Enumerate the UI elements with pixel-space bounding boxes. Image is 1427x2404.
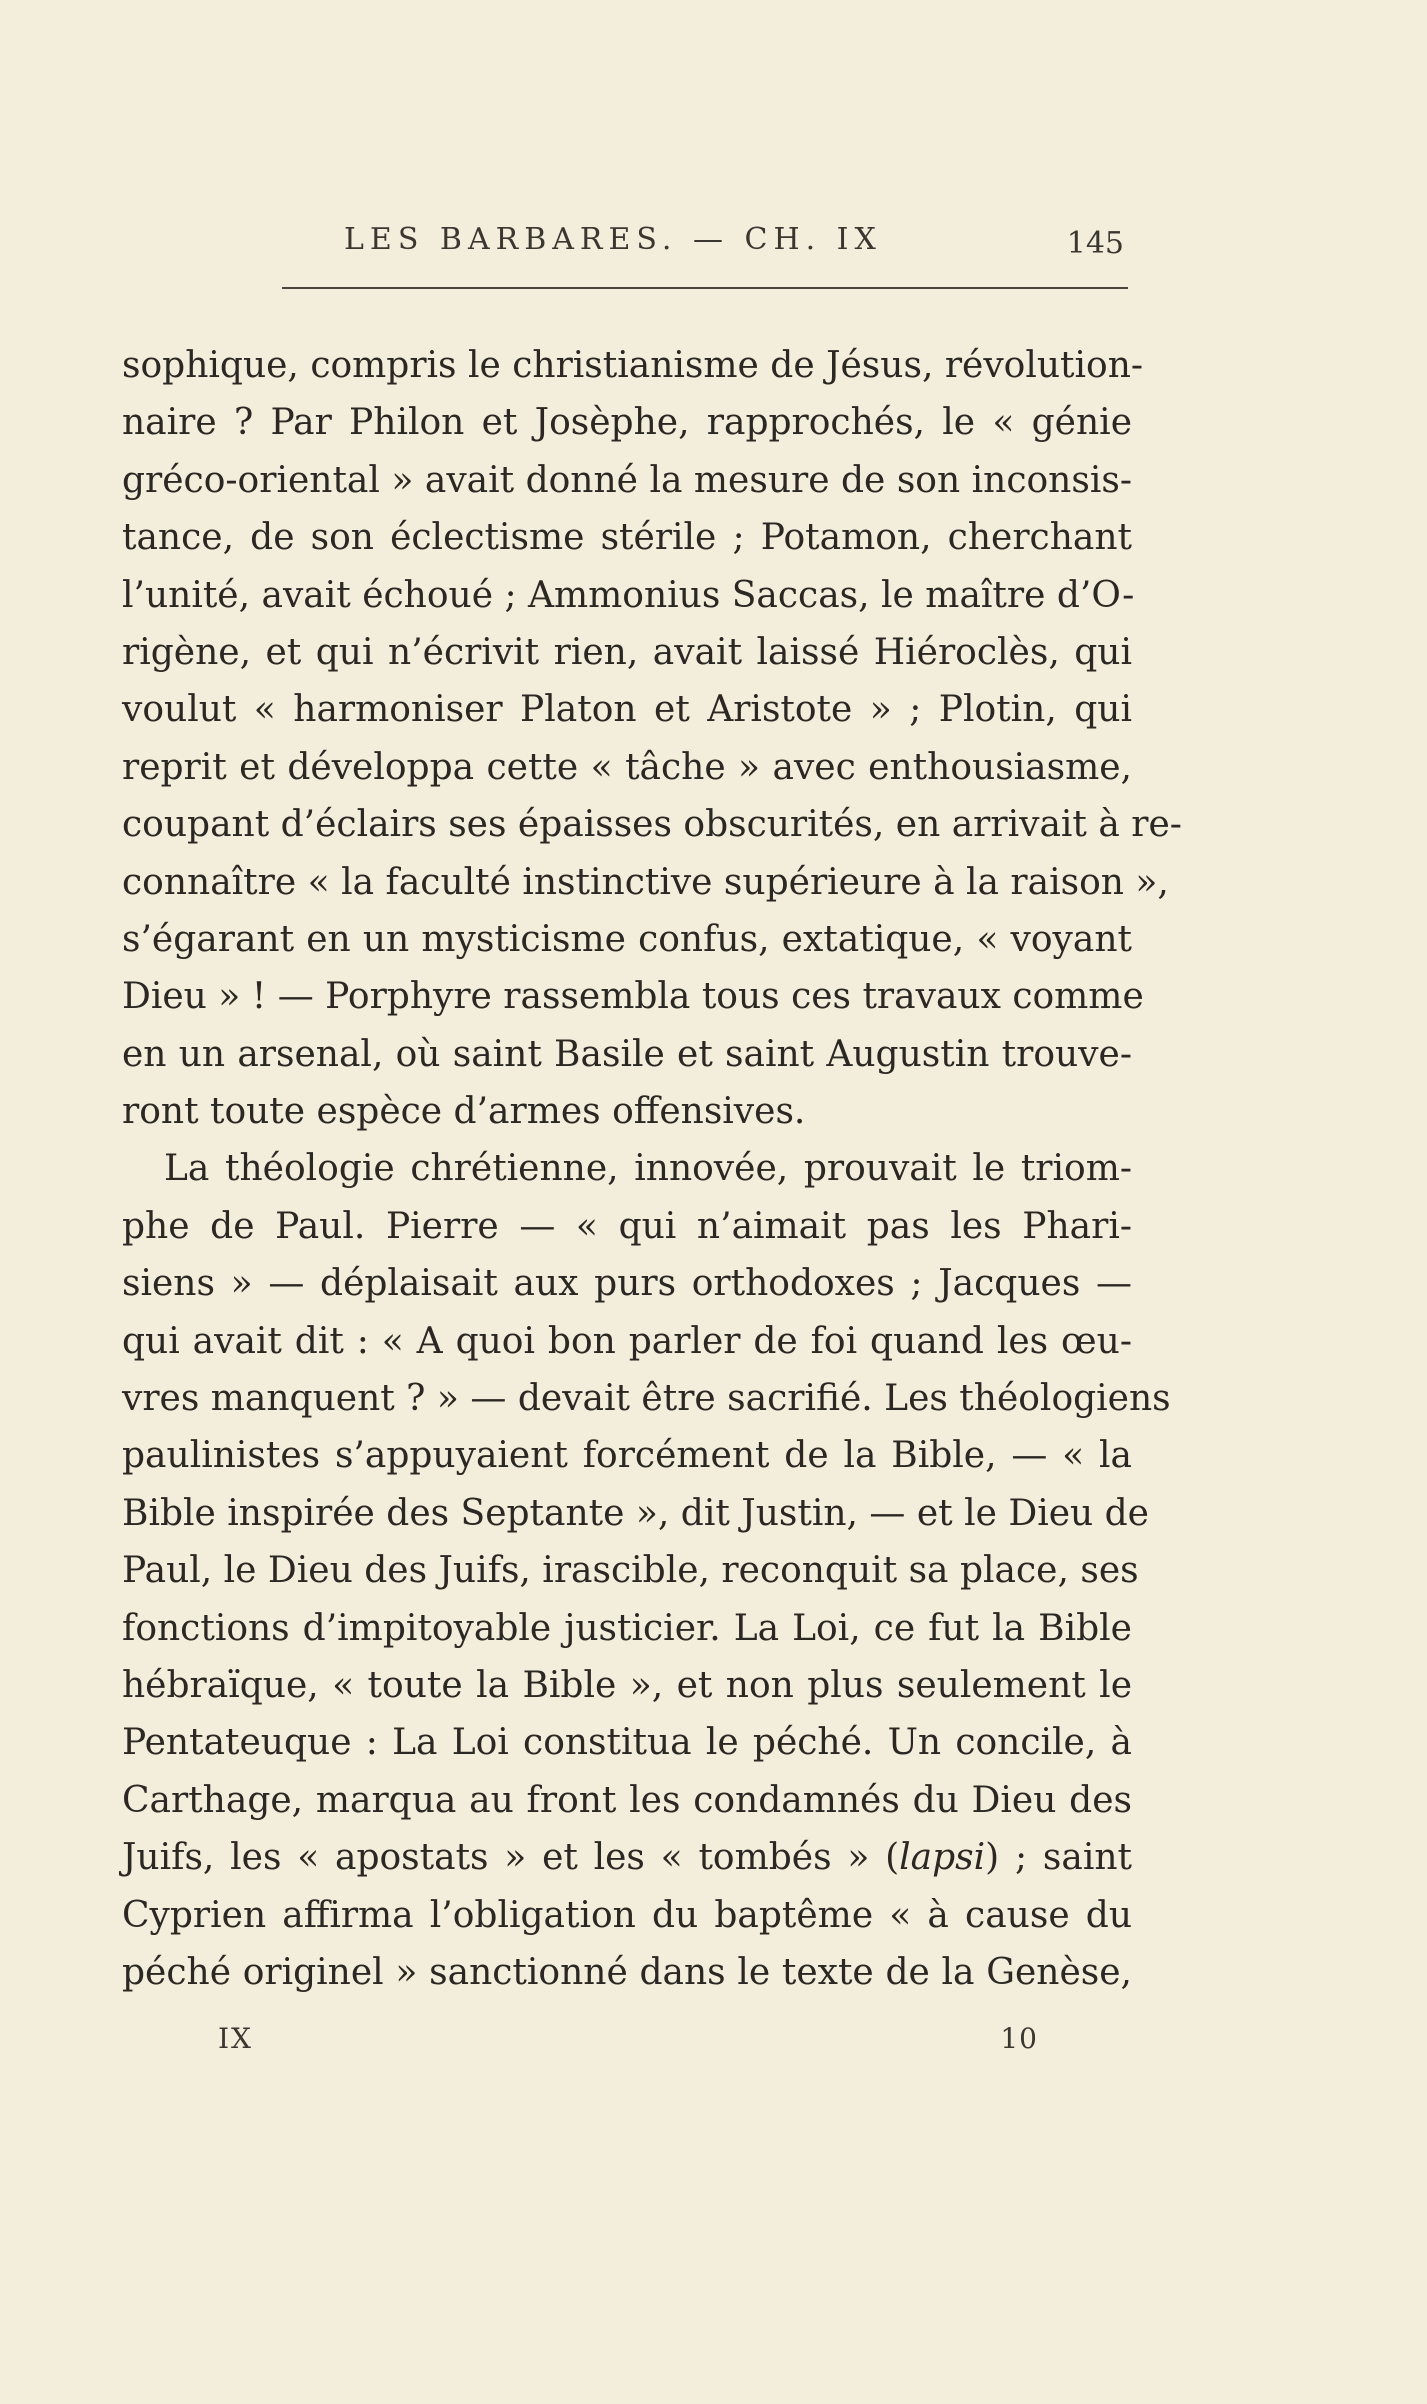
running-title: LES BARBARES. — CH. IX [344,222,882,257]
text-line: siens » — déplaisait aux purs orthodoxes ; Jacques — [122,1263,1132,1305]
sheet-number: 10 [1000,2022,1038,2055]
text-line: tance, de son éclectisme stérile ; Potamon, cherchant [122,517,1132,559]
text-line: hébraïque, « toute la Bible », et non plus seulement le [122,1664,1132,1706]
text-line: péché originel » sanctionné dans le texte de la Genèse, [122,1951,1132,1993]
text-line: paulinistes s’appuyaient forcément de la Bible, — « la [122,1435,1132,1477]
text-line: gréco-oriental » avait donné la mesure de son inconsis- [122,459,1132,501]
text-line: naire ? Par Philon et Josèphe, rapprochés, le « génie [122,402,1132,444]
text-line: Juifs, les « apostats » et les « tombés » (lapsi) ; saint [122,1837,1132,1879]
body-text [122,337,1182,2001]
text-line: sophique, compris le christianisme de Jésus, révolution- [122,345,1144,386]
signature-mark: IX [218,2022,253,2055]
running-head [282,222,1128,272]
text-line: en un arsenal, où saint Basile et saint Augustin trouve- [122,1033,1132,1075]
italic-term: lapsi [899,1837,986,1879]
text-line: l’unité, avait échoué ; Ammonius Saccas, le maître d’O- [122,574,1135,616]
text-line: Pentateuque : La Loi constitua le péché. Un concile, à [122,1722,1132,1764]
page-number: 145 [1066,226,1124,261]
text-line: Dieu » ! — Porphyre rassembla tous ces travaux comme [122,976,1144,1018]
text-line: Paul, le Dieu des Juifs, irascible, reconquit sa place, ses [122,1550,1139,1592]
text-line: qui avait dit : « A quoi bon parler de foi quand les œu- [122,1320,1132,1362]
text-line: La théologie chrétienne, innovée, prouvait le triom- [164,1148,1132,1190]
text-line: coupant d’éclairs ses épaisses obscurités, en arrivait à re- [122,804,1182,846]
text-line: Cyprien affirma l’obligation du baptême « à cause du [122,1894,1132,1936]
text-line: Bible inspirée des Septante », dit Justin, — et le Dieu de [122,1492,1149,1534]
text-line: s’égarant en un mysticisme confus, extatique, « voyant [122,918,1132,960]
text-line: voulut « harmoniser Platon et Aristote » ; Plotin, qui [122,689,1132,731]
text-line: vres manquent ? » — devait être sacrifié. Les théologiens [122,1378,1171,1420]
text-line: ront toute espèce d’armes offensives. [122,1091,806,1133]
header-rule [282,287,1128,289]
page-footer [218,2022,1038,2062]
text-line: fonctions d’impitoyable justicier. La Loi, ce fut la Bible [122,1607,1132,1649]
text-line: reprit et développa cette « tâche » avec enthousiasme, [122,746,1132,788]
text-line: phe de Paul. Pierre — « qui n’aimait pas les Phari- [122,1205,1132,1247]
text-line: Carthage, marqua au front les condamnés du Dieu des [122,1779,1132,1821]
text-line: rigène, et qui n’écrivit rien, avait laissé Hiéroclès, qui [122,631,1132,673]
text-line: connaître « la faculté instinctive supérieure à la raison », [122,861,1169,903]
